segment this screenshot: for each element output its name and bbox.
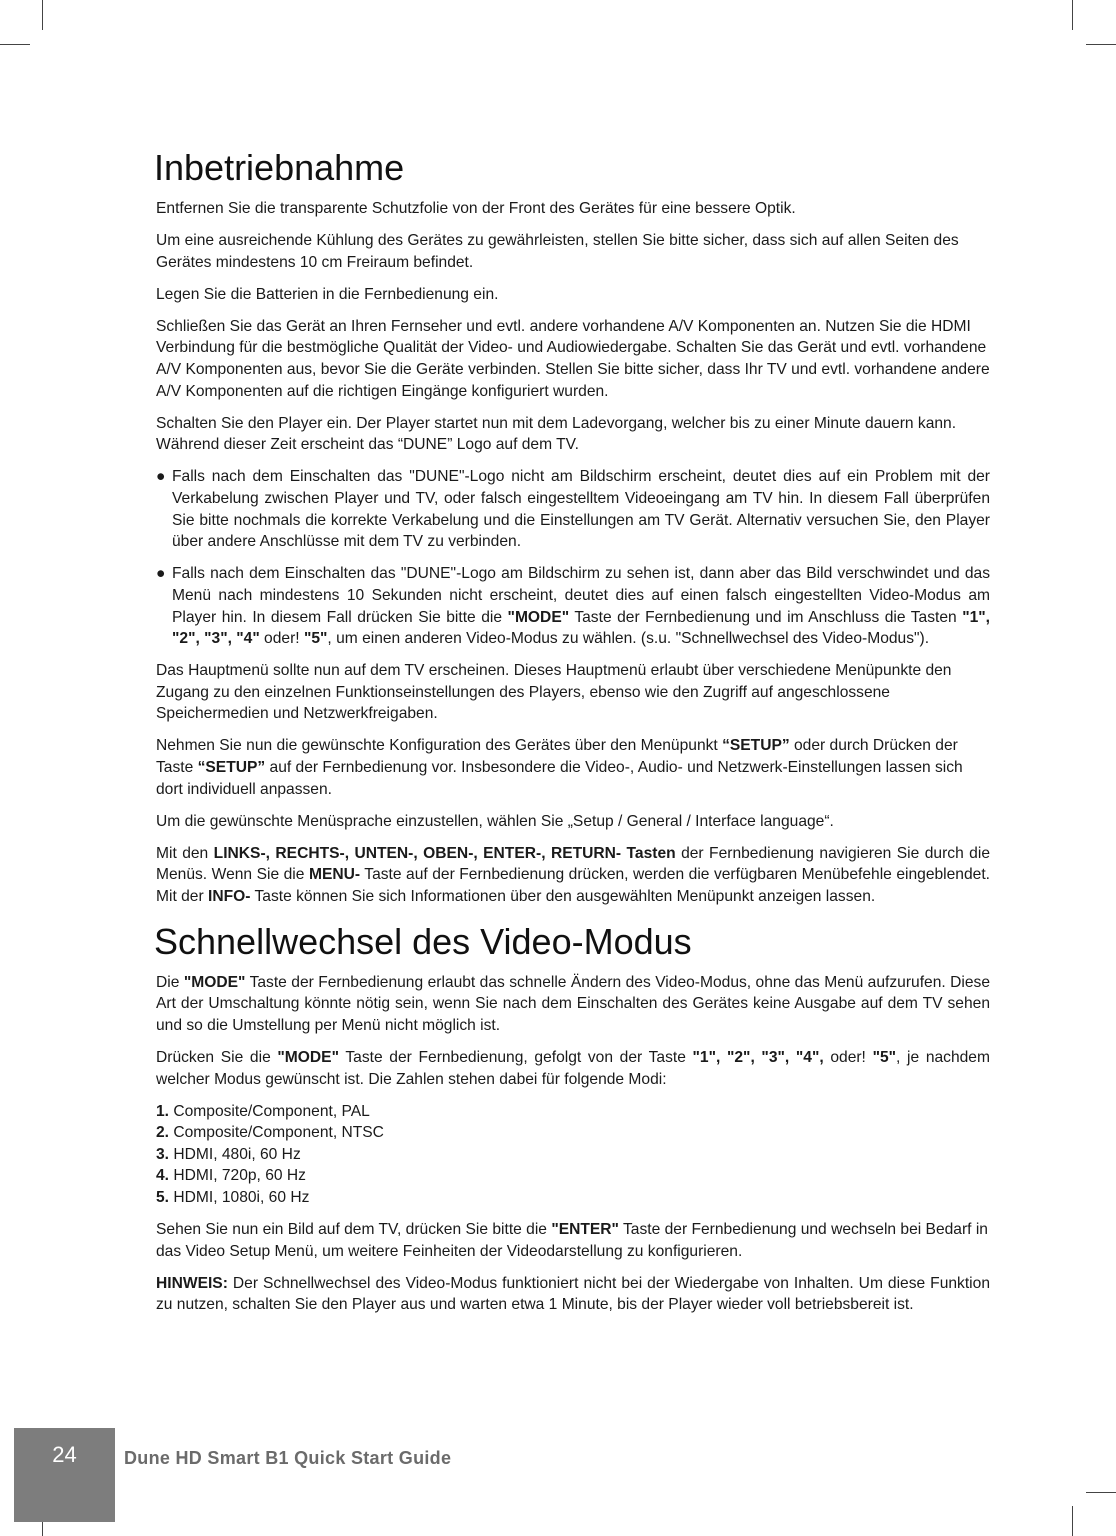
- paragraph: Die "MODE" Taste der Fernbedienung erlaubt das schnelle Ändern des Video-Modus, ohne das Menü aufzurufen. Diese Art der Umschaltung könnte nötig sein, wenn Sie nach dem Einschalten des Gerätes keine Ausgabe auf dem TV sehen und so die Umstellung per Menü nicht möglich ist.: [156, 973, 990, 1034]
- paragraph: Um eine ausreichende Kühlung des Gerätes zu gewährleisten, stellen Sie bitte sicher, dass sich auf allen Seiten des Gerätes mindestens 10 cm Freiraum befindet.: [156, 232, 959, 271]
- bullet-item: [156, 466, 990, 552]
- page-number: 24: [52, 1442, 77, 1467]
- footer: [0, 1428, 1116, 1488]
- list-item: 1. Composite/Component, PAL: [156, 1102, 370, 1120]
- section-title-inbetriebnahme: Inbetriebnahme: [154, 147, 405, 188]
- crop-mark: [42, 0, 43, 30]
- paragraph: Mit den LINKS-, RECHTS-, UNTEN-, OBEN-, ENTER-, RETURN- Tasten der Fernbedienung navigieren Sie durch die Menüs. Wenn Sie die MENU- Taste auf der Fernbedienung drücken, werden die verfügbaren Menübefehle eingeblendet. Mit der INFO- Taste können Sie sich Informationen über den ausgewählten Menüpunkt anzeigen lassen.: [156, 844, 990, 906]
- paragraph: Sehen Sie nun ein Bild auf dem TV, drücken Sie bitte die "ENTER" Taste der Fernbedienung und wechseln bei Bedarf in das Video Setup Menü, um weitere Feinheiten der Videodarstellung zu konfigurieren.: [156, 1221, 988, 1260]
- note-paragraph: HINWEIS: Der Schnellwechsel des Video-Modus funktioniert nicht bei der Wiedergabe von Inhalten. Um diese Funktion zu nutzen, schalten Sie den Player aus und warten etwa 1 Minute, bis der Player wieder voll betriebsbereit ist.: [156, 1274, 990, 1314]
- section-title-schnellwechsel: Schnellwechsel des Video-Modus: [154, 920, 692, 962]
- crop-mark: [1086, 1492, 1116, 1493]
- crop-mark: [1086, 44, 1116, 45]
- crop-mark: [1072, 1506, 1073, 1536]
- crop-mark: [1072, 0, 1073, 30]
- bullet-item: [156, 563, 990, 649]
- list-item: 5. HDMI, 1080i, 60 Hz: [156, 1188, 310, 1206]
- bullet-text: Falls nach dem Einschalten das "DUNE"-Logo nicht am Bildschirm erscheint, deutet dies auf ein Problem mit der Verkabelung zwischen Player und TV, oder falsch eingestelltem Videoeingang am TV hin. In diesem Fall überprüfen Sie bitte nochmals die korrekte Verkabelung und die Einstellungen am TV Gerät. Alternativ versuchen Sie, den Player über andere Anschlüsse mit dem TV zu verbinden.: [172, 468, 990, 551]
- paragraph: Legen Sie die Batterien in die Fernbedienung ein.: [156, 285, 499, 303]
- video-mode-list: [156, 1101, 990, 1209]
- bullet-icon: ●: [156, 565, 166, 583]
- bullet-icon: ●: [156, 468, 166, 486]
- paragraph: Entfernen Sie die transparente Schutzfolie von der Front des Gerätes für eine bessere Optik.: [156, 200, 796, 217]
- paragraph: Drücken Sie die "MODE" Taste der Fernbedienung, gefolgt von der Taste "1", "2", "3", "4", oder! "5", je nachdem welcher Modus gewünscht ist. Die Zahlen stehen dabei für folgende Modi:: [156, 1048, 990, 1088]
- paragraph: Das Hauptmenü sollte nun auf dem TV erscheinen. Dieses Hauptmenü erlaubt über verschiedene Menüpunkte den Zugang zu den einzelnen Funktionseinstellungen des Players, ebenso wie den Zugriff auf angeschlossene Speichermedien und Netzwerkfreigaben.: [156, 662, 952, 723]
- list-item: 3. HDMI, 480i, 60 Hz: [156, 1145, 301, 1163]
- paragraph: Schließen Sie das Gerät an Ihren Fernseher und evtl. andere vorhandene A/V Komponenten an. Nutzen Sie die HDMI Verbindung für die bestmögliche Qualität der Video- und Audiowiedergabe. Schalten Sie das Gerät und evtl. vorhandene A/V Komponenten aus, bevor Sie die Geräte verbinden. Stellen Sie bitte sicher, dass Ihr TV und evtl. vorhandene andere A/V Komponenten auf die richtigen Eingänge konfiguriert wurden.: [156, 317, 990, 400]
- paragraph: Um die gewünschte Menüsprache einzustellen, wählen Sie „Setup / General / Interface language“.: [156, 812, 834, 830]
- paragraph: Schalten Sie den Player ein. Der Player startet nun mit dem Ladevorgang, welcher bis zu einer Minute dauern kann. Während dieser Zeit erscheint das “DUNE” Logo auf dem TV.: [156, 414, 957, 454]
- bullet-text: Falls nach dem Einschalten das "DUNE"-Logo am Bildschirm zu sehen ist, dann aber das Bild verschwindet und das Menü nach mindestens 10 Sekunden nicht erscheint, deutet dies auf einen falsch eingestellten Video-Modus am Player hin. In diesem Fall drücken Sie bitte die "MODE" Taste der Fernbedienung und im Anschluss die Tasten "1", "2", "3", "4" oder! "5", um einen anderen Video-Modus zu wählen. (s.u. "Schnellwechsel des Video-Modus").: [172, 565, 990, 648]
- list-item: 4. HDMI, 720p, 60 Hz: [156, 1167, 306, 1185]
- page-number-box: [14, 1428, 115, 1522]
- list-item: 2. Composite/Component, NTSC: [156, 1124, 384, 1142]
- note-label: HINWEIS:: [156, 1274, 228, 1292]
- guide-title: Dune HD Smart B1 Quick Start Guide: [124, 1448, 452, 1468]
- page-content: [156, 148, 990, 1326]
- crop-mark: [0, 44, 30, 45]
- paragraph: Nehmen Sie nun die gewünschte Konfiguration des Gerätes über den Menüpunkt “SETUP” oder durch Drücken der Taste “SETUP” auf der Fernbedienung vor. Insbesondere die Video-, Audio- und Netzwerk-Einstellungen lassen sich dort individuell anpassen.: [156, 737, 963, 798]
